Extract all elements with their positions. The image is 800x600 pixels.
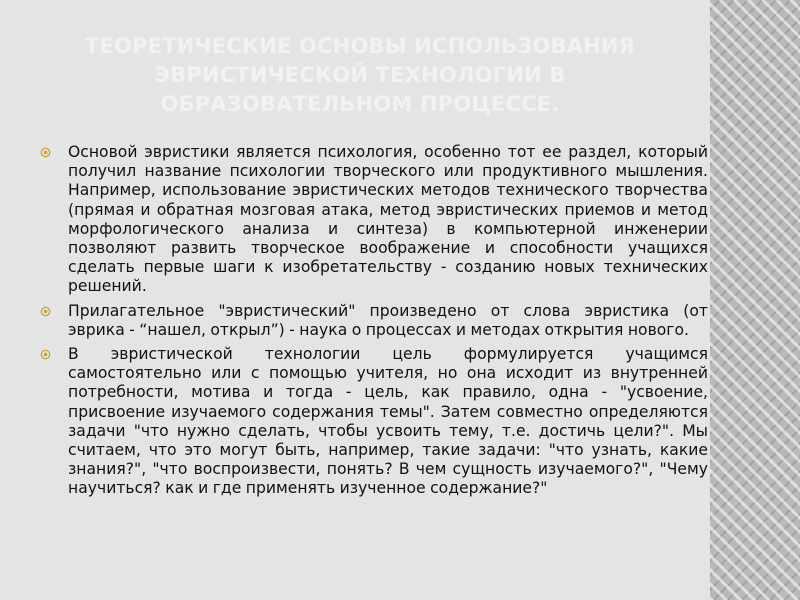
circle-bullet-icon [40,147,51,158]
decorative-stripe [710,0,800,600]
slide-title: ТЕОРЕТИЧЕСКИЕ ОСНОВЫ ИСПОЛЬЗОВАНИЯ ЭВРИСТИЧЕСКОЙ ТЕХНОЛОГИИ В ОБРАЗОВАТЕЛЬНОМ ПРОЦЕССЕ. [84,34,636,116]
list-item [40,345,708,499]
circle-bullet-icon [40,306,51,317]
bullet-text: Основой эвристики является психология, особенно тот ее раздел, который получил название психологии творческого или продуктивного мышления. Например, использование эвристических методов технического творчества (прямая и обратная мозговая атака, метод эвристических приемов и метод морфологического анализа и синтеза) в компьютерной инженерии позволяют развить творческое воображение и способности учащихся сделать первые шаги к изобретательству - созданию новых технических решений. [68,143,708,296]
bullet-text: Прилагательное "эвристический" произведено от слова эвристика (от эврика - “нашел, открыл”) - наука о процессах и методах открытия нового. [68,301,708,339]
list-item [40,143,708,297]
bullet-text: В эвристической технологии цель формулируется учащимся самостоятельно или с помощью учителя, но она исходит из внутренней потребности, мотива и тогда - цель, как правило, одна - "усвоение, присвоение изучаемого содержания темы". Затем совместно определяются задачи "что нужно сделать, чтобы усвоить тему, т.е. достичь цели?". Мы считаем, что это могут быть, например, такие задачи: "что узнать, какие знания?", "что воспроизвести, понять? В чем сущность изучаемого?", "Чему научиться? как и где применять изученное содержание?" [68,345,708,498]
list-item [40,302,708,340]
circle-bullet-icon [40,349,51,360]
bullet-list [40,143,708,504]
